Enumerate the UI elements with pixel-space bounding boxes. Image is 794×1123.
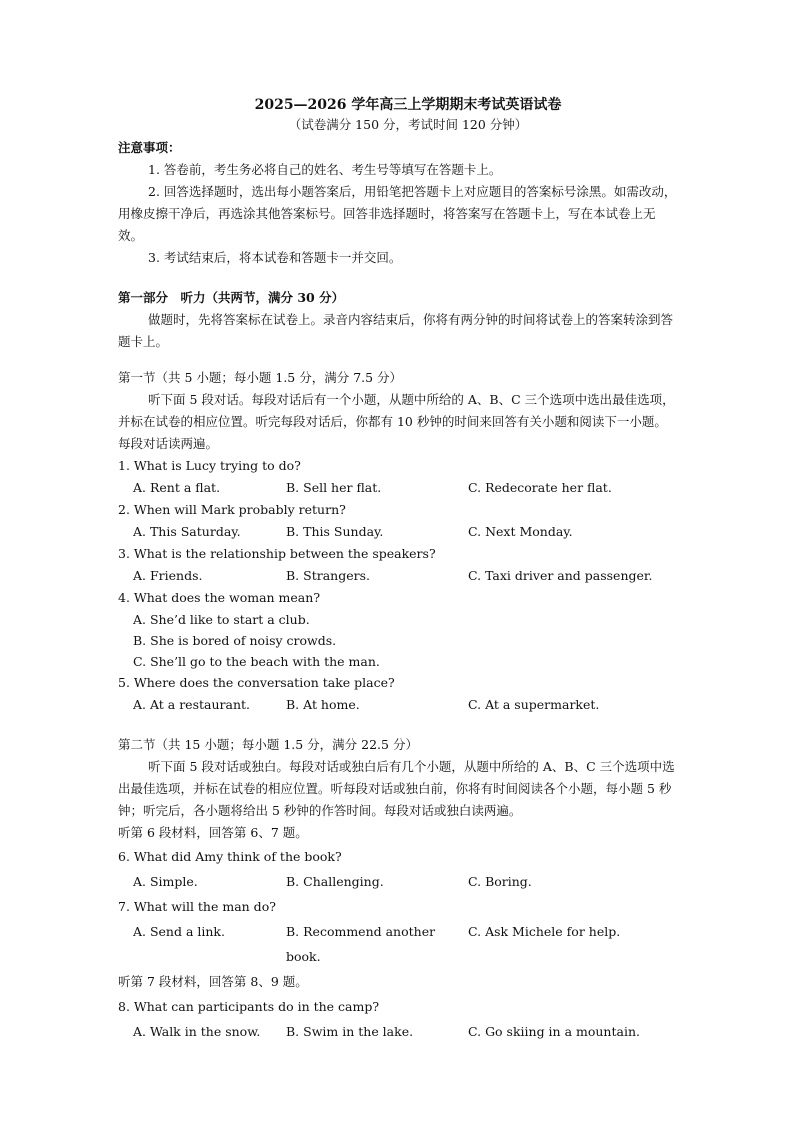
exam-title: 2025—2026 学年高三上学期期末考试英语试卷: [254, 97, 562, 113]
option-a: A. Simple.: [133, 874, 198, 889]
option-a: A. She’d like to start a club.: [133, 612, 310, 627]
options-row: [118, 477, 678, 499]
question-text: 7. What will the man do?: [118, 899, 276, 914]
question-7: [118, 894, 678, 969]
option-a: A. Walk in the snow.: [133, 1024, 261, 1039]
option-b: B. Sell her flat.: [286, 480, 382, 495]
option-c: C. Taxi driver and passenger.: [468, 568, 653, 583]
options-row: [118, 869, 678, 894]
option-b: B. This Sunday.: [286, 524, 384, 539]
section2-heading: 第二节（共 15 小题；每小题 1.5 分，满分 22.5 分）: [118, 737, 418, 752]
options-row: [118, 1019, 678, 1044]
option-b: B. Strangers.: [286, 568, 370, 583]
notice-item-2: 2. 回答选择题时，选出每小题答案后，用铅笔把答题卡上对应题目的答案标号涂黑。如需改动，用橡皮擦干净后，再选涂其他答案标号。回答非选择题时，将答案写在答题卡上，写在本试卷上无效。: [118, 184, 677, 243]
option-c: C. Ask Michele for help.: [468, 924, 621, 939]
option-b: B. She is bored of noisy crowds.: [133, 633, 337, 648]
option-c: C. Redecorate her flat.: [468, 480, 612, 495]
question-1: [118, 455, 678, 499]
question-2: [118, 499, 678, 543]
option-a: A. This Saturday.: [133, 524, 241, 539]
material-7-note: 听第 7 段材料，回答第 8、9 题。: [118, 974, 308, 989]
section1-instruction: 听下面 5 段对话。每段对话后有一个小题，从题中所给的 A、B、C 三个选项中选出最佳选项，并标在试卷的相应位置。听完每段对话后，你都有 10 秒钟的时间来回答有关小题和阅读下一小题。每段对话读两遍。: [118, 392, 675, 451]
options-row: [118, 565, 678, 587]
notice-heading: 注意事项：: [118, 140, 181, 155]
question-8: [118, 994, 678, 1044]
option-a: A. Friends.: [133, 568, 203, 583]
option-c: C. At a supermarket.: [468, 697, 600, 712]
question-text: 8. What can participants do in the camp?: [118, 999, 380, 1014]
section2-instruction: 听下面 5 段对话或独白。每段对话或独白后有几个小题，从题中所给的 A、B、C 三个选项中选出最佳选项，并标在试卷的相应位置。听每段对话或独白前，你将有时间阅读各个小题，每小题 5 秒钟；听完后，各小题将给出 5 秒钟的作答时间。每段对话或独白读两遍。: [118, 759, 675, 818]
part1-instruction: 做题时，先将答案标在试卷上。录音内容结束后，你将有两分钟的时间将试卷上的答案转涂到答题卡上。: [118, 312, 674, 349]
option-a: A. Rent a flat.: [133, 480, 221, 495]
question-text: 3. What is the relationship between the speakers?: [118, 546, 436, 561]
option-b: B. Challenging.: [286, 874, 384, 889]
options-row: [118, 521, 678, 543]
exam-subtitle: （试卷满分 150 分，考试时间 120 分钟）: [288, 117, 528, 132]
option-c: C. She’ll go to the beach with the man.: [133, 654, 380, 669]
option-c: C. Next Monday.: [468, 524, 573, 539]
option-a: A. At a restaurant.: [133, 697, 250, 712]
question-4: [118, 587, 678, 672]
question-5: [118, 672, 678, 716]
option-c: C. Boring.: [468, 874, 532, 889]
material-6-note: 听第 6 段材料，回答第 6、7 题。: [118, 825, 308, 840]
options-row: [118, 694, 678, 716]
question-text: 5. Where does the conversation take place?: [118, 675, 395, 690]
question-text: 1. What is Lucy trying to do?: [118, 458, 301, 473]
section1-heading: 第一节（共 5 小题；每小题 1.5 分，满分 7.5 分）: [118, 370, 403, 385]
question-text: 4. What does the woman mean?: [118, 590, 321, 605]
options-row: [118, 919, 678, 969]
option-b: B. Swim in the lake.: [286, 1024, 414, 1039]
question-6: [118, 844, 678, 894]
question-3: [118, 543, 678, 587]
part1-heading: 第一部分 听力（共两节，满分 30 分）: [118, 290, 345, 305]
question-text: 6. What did Amy think of the book?: [118, 849, 342, 864]
option-c: C. Go skiing in a mountain.: [468, 1024, 640, 1039]
notice-item-1: 1. 答卷前，考生务必将自己的姓名、考生号等填写在答题卡上。: [148, 162, 502, 177]
option-b: B. At home.: [286, 697, 360, 712]
option-b: B. Recommend another book.: [286, 924, 436, 964]
exam-content: [118, 95, 678, 1044]
question-text: 2. When will Mark probably return?: [118, 502, 346, 517]
option-a: A. Send a link.: [133, 924, 225, 939]
notice-item-3: 3. 考试结束后，将本试卷和答题卡一并交回。: [148, 250, 402, 265]
